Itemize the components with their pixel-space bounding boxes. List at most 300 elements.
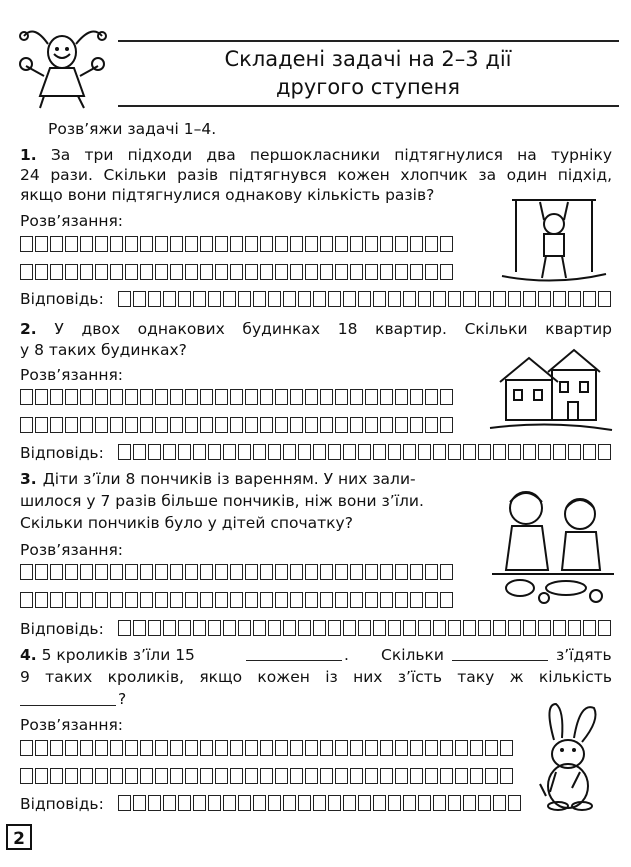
task3-solution-grid-row1[interactable] <box>20 564 455 580</box>
task1-solution-grid-row2[interactable] <box>20 264 455 280</box>
grid-cell[interactable] <box>463 795 476 811</box>
grid-cell[interactable] <box>553 620 566 636</box>
grid-cell[interactable] <box>425 592 438 608</box>
grid-cell[interactable] <box>80 264 93 280</box>
grid-cell[interactable] <box>403 444 416 460</box>
grid-cell[interactable] <box>373 620 386 636</box>
grid-cell[interactable] <box>328 795 341 811</box>
grid-cell[interactable] <box>568 620 581 636</box>
grid-cell[interactable] <box>478 795 491 811</box>
grid-cell[interactable] <box>20 768 33 784</box>
grid-cell[interactable] <box>208 620 221 636</box>
grid-cell[interactable] <box>260 564 273 580</box>
grid-cell[interactable] <box>208 291 221 307</box>
grid-cell[interactable] <box>215 564 228 580</box>
grid-cell[interactable] <box>215 417 228 433</box>
grid-cell[interactable] <box>395 592 408 608</box>
grid-cell[interactable] <box>568 444 581 460</box>
task4-answer-grid[interactable] <box>118 795 523 811</box>
grid-cell[interactable] <box>440 768 453 784</box>
grid-cell[interactable] <box>140 592 153 608</box>
grid-cell[interactable] <box>35 417 48 433</box>
grid-cell[interactable] <box>133 444 146 460</box>
grid-cell[interactable] <box>140 236 153 252</box>
grid-cell[interactable] <box>380 264 393 280</box>
grid-cell[interactable] <box>380 592 393 608</box>
grid-cell[interactable] <box>35 592 48 608</box>
grid-cell[interactable] <box>65 389 78 405</box>
grid-cell[interactable] <box>185 417 198 433</box>
grid-cell[interactable] <box>223 795 236 811</box>
grid-cell[interactable] <box>35 768 48 784</box>
grid-cell[interactable] <box>305 417 318 433</box>
grid-cell[interactable] <box>335 417 348 433</box>
grid-cell[interactable] <box>410 592 423 608</box>
grid-cell[interactable] <box>388 795 401 811</box>
grid-cell[interactable] <box>410 768 423 784</box>
grid-cell[interactable] <box>125 768 138 784</box>
grid-cell[interactable] <box>583 291 596 307</box>
grid-cell[interactable] <box>485 768 498 784</box>
grid-cell[interactable] <box>305 389 318 405</box>
grid-cell[interactable] <box>193 620 206 636</box>
grid-cell[interactable] <box>95 564 108 580</box>
grid-cell[interactable] <box>125 236 138 252</box>
task1-answer-grid[interactable] <box>118 291 613 307</box>
grid-cell[interactable] <box>523 444 536 460</box>
grid-cell[interactable] <box>433 620 446 636</box>
grid-cell[interactable] <box>50 592 63 608</box>
grid-cell[interactable] <box>395 564 408 580</box>
grid-cell[interactable] <box>170 592 183 608</box>
grid-cell[interactable] <box>95 264 108 280</box>
task2-answer-grid[interactable] <box>118 444 613 460</box>
grid-cell[interactable] <box>20 592 33 608</box>
grid-cell[interactable] <box>148 620 161 636</box>
grid-cell[interactable] <box>425 264 438 280</box>
grid-cell[interactable] <box>185 768 198 784</box>
grid-cell[interactable] <box>155 389 168 405</box>
grid-cell[interactable] <box>350 592 363 608</box>
grid-cell[interactable] <box>275 236 288 252</box>
grid-cell[interactable] <box>20 740 33 756</box>
grid-cell[interactable] <box>238 291 251 307</box>
grid-cell[interactable] <box>350 389 363 405</box>
grid-cell[interactable] <box>245 768 258 784</box>
grid-cell[interactable] <box>365 236 378 252</box>
grid-cell[interactable] <box>65 592 78 608</box>
grid-cell[interactable] <box>110 236 123 252</box>
grid-cell[interactable] <box>388 291 401 307</box>
grid-cell[interactable] <box>238 620 251 636</box>
grid-cell[interactable] <box>463 291 476 307</box>
grid-cell[interactable] <box>200 740 213 756</box>
grid-cell[interactable] <box>290 236 303 252</box>
grid-cell[interactable] <box>448 291 461 307</box>
grid-cell[interactable] <box>463 444 476 460</box>
grid-cell[interactable] <box>35 236 48 252</box>
grid-cell[interactable] <box>170 768 183 784</box>
grid-cell[interactable] <box>508 291 521 307</box>
grid-cell[interactable] <box>320 592 333 608</box>
grid-cell[interactable] <box>305 768 318 784</box>
grid-cell[interactable] <box>313 620 326 636</box>
grid-cell[interactable] <box>140 264 153 280</box>
grid-cell[interactable] <box>500 740 513 756</box>
grid-cell[interactable] <box>275 768 288 784</box>
grid-cell[interactable] <box>170 417 183 433</box>
grid-cell[interactable] <box>35 264 48 280</box>
grid-cell[interactable] <box>583 444 596 460</box>
grid-cell[interactable] <box>320 740 333 756</box>
grid-cell[interactable] <box>268 620 281 636</box>
grid-cell[interactable] <box>538 444 551 460</box>
grid-cell[interactable] <box>215 740 228 756</box>
grid-cell[interactable] <box>305 740 318 756</box>
grid-cell[interactable] <box>95 389 108 405</box>
grid-cell[interactable] <box>185 592 198 608</box>
grid-cell[interactable] <box>298 291 311 307</box>
grid-cell[interactable] <box>125 592 138 608</box>
grid-cell[interactable] <box>65 417 78 433</box>
grid-cell[interactable] <box>178 795 191 811</box>
grid-cell[interactable] <box>508 444 521 460</box>
grid-cell[interactable] <box>20 236 33 252</box>
grid-cell[interactable] <box>425 768 438 784</box>
grid-cell[interactable] <box>260 264 273 280</box>
grid-cell[interactable] <box>388 620 401 636</box>
task3-solution-grid-row2[interactable] <box>20 592 455 608</box>
grid-cell[interactable] <box>320 236 333 252</box>
grid-cell[interactable] <box>395 740 408 756</box>
grid-cell[interactable] <box>373 291 386 307</box>
grid-cell[interactable] <box>425 740 438 756</box>
grid-cell[interactable] <box>110 768 123 784</box>
grid-cell[interactable] <box>283 291 296 307</box>
grid-cell[interactable] <box>80 768 93 784</box>
grid-cell[interactable] <box>298 620 311 636</box>
grid-cell[interactable] <box>478 620 491 636</box>
grid-cell[interactable] <box>343 795 356 811</box>
grid-cell[interactable] <box>298 795 311 811</box>
grid-cell[interactable] <box>110 389 123 405</box>
grid-cell[interactable] <box>35 740 48 756</box>
grid-cell[interactable] <box>230 264 243 280</box>
grid-cell[interactable] <box>343 291 356 307</box>
grid-cell[interactable] <box>365 592 378 608</box>
grid-cell[interactable] <box>260 740 273 756</box>
grid-cell[interactable] <box>215 389 228 405</box>
grid-cell[interactable] <box>155 417 168 433</box>
grid-cell[interactable] <box>335 592 348 608</box>
grid-cell[interactable] <box>388 444 401 460</box>
grid-cell[interactable] <box>598 291 611 307</box>
task2-solution-grid-row2[interactable] <box>20 417 455 433</box>
grid-cell[interactable] <box>365 564 378 580</box>
grid-cell[interactable] <box>290 564 303 580</box>
grid-cell[interactable] <box>268 444 281 460</box>
grid-cell[interactable] <box>200 417 213 433</box>
grid-cell[interactable] <box>598 620 611 636</box>
grid-cell[interactable] <box>155 768 168 784</box>
grid-cell[interactable] <box>125 389 138 405</box>
grid-cell[interactable] <box>350 768 363 784</box>
grid-cell[interactable] <box>493 291 506 307</box>
grid-cell[interactable] <box>253 795 266 811</box>
grid-cell[interactable] <box>110 417 123 433</box>
grid-cell[interactable] <box>350 564 363 580</box>
task3-answer-grid[interactable] <box>118 620 613 636</box>
grid-cell[interactable] <box>418 795 431 811</box>
grid-cell[interactable] <box>193 795 206 811</box>
grid-cell[interactable] <box>425 417 438 433</box>
grid-cell[interactable] <box>200 564 213 580</box>
grid-cell[interactable] <box>380 564 393 580</box>
grid-cell[interactable] <box>478 444 491 460</box>
grid-cell[interactable] <box>163 444 176 460</box>
grid-cell[interactable] <box>50 564 63 580</box>
grid-cell[interactable] <box>200 768 213 784</box>
grid-cell[interactable] <box>170 236 183 252</box>
grid-cell[interactable] <box>463 620 476 636</box>
grid-cell[interactable] <box>50 264 63 280</box>
grid-cell[interactable] <box>200 389 213 405</box>
grid-cell[interactable] <box>290 417 303 433</box>
grid-cell[interactable] <box>170 740 183 756</box>
grid-cell[interactable] <box>20 389 33 405</box>
grid-cell[interactable] <box>335 740 348 756</box>
grid-cell[interactable] <box>395 768 408 784</box>
grid-cell[interactable] <box>395 389 408 405</box>
grid-cell[interactable] <box>275 417 288 433</box>
grid-cell[interactable] <box>65 564 78 580</box>
grid-cell[interactable] <box>245 236 258 252</box>
grid-cell[interactable] <box>350 740 363 756</box>
grid-cell[interactable] <box>470 740 483 756</box>
grid-cell[interactable] <box>343 444 356 460</box>
grid-cell[interactable] <box>230 564 243 580</box>
grid-cell[interactable] <box>155 592 168 608</box>
grid-cell[interactable] <box>275 564 288 580</box>
grid-cell[interactable] <box>230 592 243 608</box>
grid-cell[interactable] <box>298 444 311 460</box>
grid-cell[interactable] <box>320 417 333 433</box>
grid-cell[interactable] <box>350 417 363 433</box>
grid-cell[interactable] <box>313 795 326 811</box>
grid-cell[interactable] <box>50 740 63 756</box>
grid-cell[interactable] <box>253 444 266 460</box>
grid-cell[interactable] <box>95 236 108 252</box>
grid-cell[interactable] <box>178 620 191 636</box>
grid-cell[interactable] <box>245 389 258 405</box>
grid-cell[interactable] <box>305 592 318 608</box>
grid-cell[interactable] <box>245 592 258 608</box>
grid-cell[interactable] <box>35 389 48 405</box>
grid-cell[interactable] <box>328 291 341 307</box>
grid-cell[interactable] <box>433 795 446 811</box>
grid-cell[interactable] <box>380 768 393 784</box>
grid-cell[interactable] <box>283 444 296 460</box>
grid-cell[interactable] <box>395 236 408 252</box>
grid-cell[interactable] <box>170 264 183 280</box>
grid-cell[interactable] <box>50 389 63 405</box>
grid-cell[interactable] <box>365 740 378 756</box>
grid-cell[interactable] <box>305 264 318 280</box>
grid-cell[interactable] <box>320 389 333 405</box>
grid-cell[interactable] <box>80 389 93 405</box>
grid-cell[interactable] <box>65 264 78 280</box>
task2-solution-grid-row1[interactable] <box>20 389 455 405</box>
grid-cell[interactable] <box>155 264 168 280</box>
grid-cell[interactable] <box>440 740 453 756</box>
grid-cell[interactable] <box>365 417 378 433</box>
grid-cell[interactable] <box>448 444 461 460</box>
grid-cell[interactable] <box>253 291 266 307</box>
grid-cell[interactable] <box>418 620 431 636</box>
grid-cell[interactable] <box>290 264 303 280</box>
grid-cell[interactable] <box>268 795 281 811</box>
grid-cell[interactable] <box>155 564 168 580</box>
grid-cell[interactable] <box>200 264 213 280</box>
grid-cell[interactable] <box>133 291 146 307</box>
grid-cell[interactable] <box>350 236 363 252</box>
grid-cell[interactable] <box>50 236 63 252</box>
grid-cell[interactable] <box>523 291 536 307</box>
grid-cell[interactable] <box>253 620 266 636</box>
grid-cell[interactable] <box>215 768 228 784</box>
grid-cell[interactable] <box>343 620 356 636</box>
grid-cell[interactable] <box>455 768 468 784</box>
grid-cell[interactable] <box>283 795 296 811</box>
grid-cell[interactable] <box>65 740 78 756</box>
grid-cell[interactable] <box>350 264 363 280</box>
grid-cell[interactable] <box>335 564 348 580</box>
grid-cell[interactable] <box>305 564 318 580</box>
grid-cell[interactable] <box>20 264 33 280</box>
grid-cell[interactable] <box>50 417 63 433</box>
grid-cell[interactable] <box>163 291 176 307</box>
grid-cell[interactable] <box>478 291 491 307</box>
grid-cell[interactable] <box>380 417 393 433</box>
grid-cell[interactable] <box>358 795 371 811</box>
grid-cell[interactable] <box>553 291 566 307</box>
task4-blank2[interactable] <box>452 660 548 661</box>
grid-cell[interactable] <box>433 291 446 307</box>
grid-cell[interactable] <box>133 795 146 811</box>
grid-cell[interactable] <box>245 417 258 433</box>
grid-cell[interactable] <box>185 389 198 405</box>
grid-cell[interactable] <box>268 291 281 307</box>
grid-cell[interactable] <box>230 389 243 405</box>
grid-cell[interactable] <box>185 740 198 756</box>
grid-cell[interactable] <box>440 417 453 433</box>
grid-cell[interactable] <box>148 795 161 811</box>
grid-cell[interactable] <box>110 592 123 608</box>
grid-cell[interactable] <box>223 620 236 636</box>
grid-cell[interactable] <box>410 740 423 756</box>
grid-cell[interactable] <box>133 620 146 636</box>
grid-cell[interactable] <box>163 795 176 811</box>
grid-cell[interactable] <box>403 795 416 811</box>
grid-cell[interactable] <box>148 444 161 460</box>
grid-cell[interactable] <box>538 620 551 636</box>
grid-cell[interactable] <box>328 444 341 460</box>
grid-cell[interactable] <box>178 291 191 307</box>
grid-cell[interactable] <box>163 620 176 636</box>
grid-cell[interactable] <box>125 564 138 580</box>
grid-cell[interactable] <box>260 389 273 405</box>
grid-cell[interactable] <box>433 444 446 460</box>
grid-cell[interactable] <box>418 444 431 460</box>
grid-cell[interactable] <box>275 264 288 280</box>
grid-cell[interactable] <box>155 236 168 252</box>
grid-cell[interactable] <box>380 236 393 252</box>
grid-cell[interactable] <box>523 620 536 636</box>
grid-cell[interactable] <box>275 389 288 405</box>
task4-blank1[interactable] <box>246 660 342 661</box>
grid-cell[interactable] <box>238 795 251 811</box>
grid-cell[interactable] <box>335 264 348 280</box>
grid-cell[interactable] <box>118 291 131 307</box>
grid-cell[interactable] <box>410 236 423 252</box>
grid-cell[interactable] <box>440 264 453 280</box>
grid-cell[interactable] <box>215 592 228 608</box>
grid-cell[interactable] <box>283 620 296 636</box>
grid-cell[interactable] <box>95 768 108 784</box>
grid-cell[interactable] <box>215 264 228 280</box>
grid-cell[interactable] <box>275 592 288 608</box>
grid-cell[interactable] <box>425 389 438 405</box>
grid-cell[interactable] <box>448 795 461 811</box>
grid-cell[interactable] <box>140 564 153 580</box>
grid-cell[interactable] <box>80 740 93 756</box>
grid-cell[interactable] <box>230 768 243 784</box>
grid-cell[interactable] <box>425 236 438 252</box>
grid-cell[interactable] <box>170 389 183 405</box>
grid-cell[interactable] <box>223 291 236 307</box>
grid-cell[interactable] <box>80 592 93 608</box>
grid-cell[interactable] <box>553 444 566 460</box>
grid-cell[interactable] <box>65 768 78 784</box>
grid-cell[interactable] <box>320 264 333 280</box>
grid-cell[interactable] <box>125 740 138 756</box>
grid-cell[interactable] <box>410 264 423 280</box>
grid-cell[interactable] <box>455 740 468 756</box>
grid-cell[interactable] <box>178 444 191 460</box>
grid-cell[interactable] <box>80 417 93 433</box>
task1-solution-grid-row1[interactable] <box>20 236 455 252</box>
grid-cell[interactable] <box>500 768 513 784</box>
grid-cell[interactable] <box>170 564 183 580</box>
grid-cell[interactable] <box>313 444 326 460</box>
grid-cell[interactable] <box>335 236 348 252</box>
grid-cell[interactable] <box>358 620 371 636</box>
grid-cell[interactable] <box>95 592 108 608</box>
grid-cell[interactable] <box>485 740 498 756</box>
grid-cell[interactable] <box>140 417 153 433</box>
grid-cell[interactable] <box>440 236 453 252</box>
grid-cell[interactable] <box>185 236 198 252</box>
grid-cell[interactable] <box>328 620 341 636</box>
task4-solution-grid-row1[interactable] <box>20 740 515 756</box>
grid-cell[interactable] <box>365 264 378 280</box>
grid-cell[interactable] <box>508 795 521 811</box>
grid-cell[interactable] <box>508 620 521 636</box>
grid-cell[interactable] <box>35 564 48 580</box>
grid-cell[interactable] <box>65 236 78 252</box>
grid-cell[interactable] <box>140 740 153 756</box>
grid-cell[interactable] <box>290 768 303 784</box>
